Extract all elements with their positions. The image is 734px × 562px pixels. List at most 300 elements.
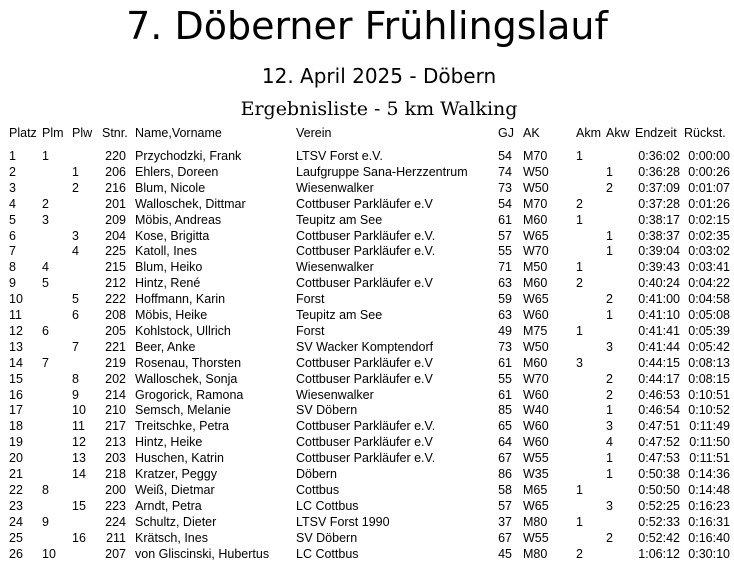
cell-rueckstand: 0:01:07 — [688, 180, 730, 195]
cell-ak: W55 — [523, 530, 549, 545]
table-row — [0, 388, 734, 402]
cell-verein: Wiesenwalker — [296, 180, 374, 195]
header-akm: Akm — [576, 126, 601, 140]
cell-stnr: 200 — [105, 482, 126, 497]
cell-name: Grogorick, Ramona — [135, 387, 244, 402]
cell-verein: Cottbuser Parkläufer e.V. — [296, 244, 436, 259]
cell-stnr: 204 — [105, 228, 126, 243]
cell-akw: 4 — [606, 435, 613, 450]
cell-rueckstand: 0:10:52 — [688, 403, 730, 418]
cell-stnr: 221 — [105, 339, 126, 354]
cell-platz: 16 — [9, 387, 23, 402]
table-row — [0, 213, 734, 227]
cell-gj: 73 — [498, 339, 512, 354]
cell-plm: 8 — [42, 482, 49, 497]
cell-stnr: 207 — [105, 546, 126, 561]
cell-ak: M50 — [523, 260, 548, 275]
results-list-title: Ergebnisliste - 5 km Walking — [240, 98, 518, 120]
cell-rueckstand: 0:01:26 — [688, 196, 730, 211]
cell-plw: 3 — [72, 228, 79, 243]
cell-platz: 24 — [9, 514, 23, 529]
cell-name: Rosenau, Thorsten — [135, 355, 242, 370]
cell-name: Semsch, Melanie — [135, 403, 231, 418]
cell-akw: 2 — [606, 530, 613, 545]
cell-rueckstand: 0:03:41 — [688, 260, 730, 275]
cell-verein: LC Cottbus — [296, 498, 359, 513]
cell-akw: 1 — [606, 451, 613, 466]
cell-rueckstand: 0:16:31 — [688, 514, 730, 529]
cell-name: Walloschek, Sonja — [135, 371, 238, 386]
cell-rueckstand: 0:02:15 — [688, 212, 730, 227]
header-stnr: Stnr. — [102, 126, 128, 140]
cell-plw: 7 — [72, 339, 79, 354]
cell-name: Kose, Brigitta — [135, 228, 210, 243]
cell-ak: M70 — [523, 149, 548, 163]
cell-platz: 17 — [9, 403, 23, 418]
cell-verein: Laufgruppe Sana-Herzzentrum — [296, 164, 468, 179]
cell-verein: Cottbuser Parkläufer e.V — [296, 435, 433, 450]
cell-gj: 45 — [498, 546, 512, 561]
table-row — [0, 324, 734, 338]
cell-rueckstand: 0:04:58 — [688, 292, 730, 307]
cell-stnr: 211 — [106, 530, 126, 545]
header-gj: GJ — [498, 126, 514, 140]
cell-plw: 11 — [72, 419, 85, 434]
cell-plm: 6 — [42, 323, 49, 338]
cell-ak: M75 — [523, 323, 548, 338]
cell-gj: 49 — [498, 323, 512, 338]
cell-gj: 61 — [498, 212, 512, 227]
cell-plw: 12 — [72, 435, 86, 450]
cell-stnr: 217 — [105, 419, 126, 434]
cell-name: Hintz, René — [135, 276, 201, 291]
cell-gj: 61 — [498, 387, 512, 402]
cell-plw: 8 — [72, 371, 79, 386]
cell-rueckstand: 0:00:00 — [688, 149, 730, 163]
cell-stnr: 220 — [105, 149, 126, 163]
cell-akm: 1 — [576, 482, 583, 497]
cell-platz: 18 — [9, 419, 23, 434]
header-plm: Plm — [42, 126, 64, 140]
cell-platz: 2 — [9, 164, 16, 179]
cell-rueckstand: 0:10:51 — [688, 387, 730, 402]
cell-endzeit: 0:37:09 — [638, 180, 680, 195]
cell-gj: 59 — [498, 292, 512, 307]
cell-rueckstand: 0:05:39 — [688, 323, 730, 338]
cell-ak: W65 — [523, 292, 549, 307]
cell-gj: 54 — [498, 149, 512, 163]
cell-ak: M80 — [523, 546, 548, 561]
cell-verein: Teupitz am See — [296, 308, 383, 322]
cell-plw: 14 — [72, 467, 86, 481]
cell-stnr: 225 — [105, 244, 126, 259]
cell-verein: Döbern — [296, 467, 337, 481]
cell-name: Krätsch, Ines — [135, 530, 208, 545]
cell-stnr: 213 — [105, 435, 126, 450]
cell-name: Weiß, Dietmar — [135, 482, 215, 497]
cell-endzeit: 0:36:28 — [638, 164, 680, 179]
cell-stnr: 212 — [105, 276, 126, 291]
cell-name: Huschen, Katrin — [135, 451, 224, 466]
cell-ak: W60 — [523, 419, 549, 434]
cell-endzeit: 0:41:41 — [638, 323, 680, 338]
table-row — [0, 499, 734, 513]
cell-plm: 3 — [42, 212, 49, 227]
cell-stnr: 210 — [105, 403, 126, 418]
cell-platz: 21 — [9, 467, 23, 481]
table-row — [0, 467, 734, 481]
cell-platz: 3 — [9, 180, 16, 195]
cell-ak: W50 — [523, 180, 549, 195]
cell-ak: W55 — [523, 451, 549, 466]
cell-gj: 61 — [498, 355, 512, 370]
cell-gj: 85 — [498, 403, 512, 418]
cell-endzeit: 0:40:24 — [638, 276, 680, 291]
cell-verein: Cottbus — [296, 482, 340, 497]
cell-plw: 15 — [72, 498, 86, 513]
cell-akw: 3 — [606, 419, 613, 434]
cell-verein: LC Cottbus — [296, 546, 359, 561]
cell-plm: 10 — [42, 546, 56, 561]
table-row — [0, 403, 734, 417]
cell-plw: 13 — [72, 451, 86, 466]
cell-gj: 65 — [498, 419, 512, 434]
cell-rueckstand: 0:05:42 — [688, 339, 730, 354]
cell-platz: 11 — [9, 308, 22, 322]
cell-ak: M65 — [523, 482, 548, 497]
cell-endzeit: 0:47:51 — [638, 419, 680, 434]
cell-name: Möbis, Andreas — [135, 212, 222, 227]
cell-stnr: 205 — [105, 323, 126, 338]
table-row — [0, 435, 734, 449]
table-row — [0, 547, 734, 561]
cell-akw: 2 — [606, 371, 613, 386]
cell-plm: 2 — [42, 196, 49, 211]
cell-ak: W70 — [523, 371, 549, 386]
cell-rueckstand: 0:11:49 — [689, 419, 730, 434]
cell-rueckstand: 0:14:48 — [688, 482, 730, 497]
cell-endzeit: 0:52:25 — [638, 498, 680, 513]
cell-akw: 2 — [606, 387, 613, 402]
cell-stnr: 206 — [105, 164, 126, 179]
cell-gj: 37 — [498, 514, 512, 529]
header-rueckstand: Rückst. — [684, 126, 726, 140]
cell-platz: 15 — [9, 371, 23, 386]
cell-ak: W40 — [523, 403, 549, 418]
cell-endzeit: 0:41:44 — [638, 339, 680, 354]
cell-ak: W65 — [523, 228, 549, 243]
cell-akm: 1 — [576, 212, 583, 227]
cell-rueckstand: 0:02:35 — [688, 228, 730, 243]
cell-stnr: 222 — [105, 292, 126, 307]
cell-gj: 64 — [498, 435, 512, 450]
cell-name: Arndt, Petra — [135, 498, 202, 513]
cell-stnr: 209 — [105, 212, 126, 227]
cell-plw: 16 — [72, 530, 86, 545]
table-header — [0, 126, 734, 140]
cell-akm: 1 — [576, 514, 583, 529]
cell-gj: 54 — [498, 196, 512, 211]
table-row — [0, 419, 734, 433]
cell-name: Przychodzki, Frank — [135, 149, 242, 163]
cell-rueckstand: 0:16:40 — [688, 530, 730, 545]
cell-stnr: 219 — [105, 355, 126, 370]
cell-endzeit: 0:41:00 — [638, 292, 680, 307]
cell-ak: M60 — [523, 355, 548, 370]
cell-ak: M80 — [523, 514, 548, 529]
cell-rueckstand: 0:14:36 — [688, 467, 730, 481]
cell-platz: 4 — [9, 196, 16, 211]
cell-stnr: 202 — [105, 371, 126, 386]
cell-name: Kratzer, Peggy — [135, 467, 217, 481]
cell-verein: Cottbuser Parkläufer e.V — [296, 371, 433, 386]
header-verein: Verein — [296, 126, 332, 140]
cell-platz: 26 — [9, 546, 23, 561]
cell-rueckstand: 0:03:02 — [688, 244, 730, 259]
cell-verein: Cottbuser Parkläufer e.V. — [296, 451, 436, 466]
cell-akm: 1 — [576, 260, 583, 275]
cell-gj: 71 — [498, 260, 512, 275]
cell-plw: 5 — [72, 292, 79, 307]
cell-name: Blum, Nicole — [135, 180, 206, 195]
cell-name: Hintz, Heike — [135, 435, 203, 450]
cell-rueckstand: 0:08:15 — [688, 371, 730, 386]
cell-akm: 2 — [576, 276, 583, 291]
cell-verein: SV Wacker Komptendorf — [296, 339, 434, 354]
cell-ak: M70 — [523, 196, 548, 211]
table-row — [0, 372, 734, 386]
cell-name: Ehlers, Doreen — [135, 164, 219, 179]
cell-stnr: 201 — [105, 196, 126, 211]
cell-endzeit: 0:44:15 — [638, 355, 680, 370]
cell-name: Schultz, Dieter — [135, 514, 217, 529]
cell-plw: 4 — [72, 244, 79, 259]
cell-stnr: 214 — [105, 387, 126, 402]
cell-endzeit: 0:41:10 — [638, 308, 680, 322]
cell-stnr: 224 — [105, 514, 126, 529]
cell-endzeit: 0:52:33 — [638, 514, 680, 529]
cell-platz: 25 — [9, 530, 23, 545]
cell-ak: W65 — [523, 498, 549, 513]
cell-platz: 19 — [9, 435, 23, 450]
cell-platz: 20 — [9, 451, 23, 466]
table-row — [0, 165, 734, 179]
table-row — [0, 260, 734, 274]
table-row — [0, 451, 734, 465]
cell-plm: 1 — [42, 149, 49, 163]
cell-ak: M60 — [523, 276, 548, 291]
cell-verein: Cottbuser Parkläufer e.V — [296, 276, 433, 291]
cell-verein: LTSV Forst e.V. — [296, 149, 383, 163]
cell-verein: Cottbuser Parkläufer e.V — [296, 196, 433, 211]
cell-verein: Cottbuser Parkläufer e.V. — [296, 228, 436, 243]
table-row — [0, 276, 734, 290]
cell-endzeit: 0:50:50 — [638, 482, 680, 497]
cell-platz: 8 — [9, 260, 16, 275]
cell-verein: Forst — [296, 323, 325, 338]
cell-endzeit: 0:46:54 — [638, 403, 680, 418]
cell-endzeit: 0:50:38 — [638, 467, 680, 481]
cell-ak: W50 — [523, 164, 549, 179]
cell-gj: 67 — [498, 530, 512, 545]
table-row — [0, 308, 734, 322]
table-row — [0, 229, 734, 243]
table-row — [0, 515, 734, 529]
cell-gj: 67 — [498, 451, 512, 466]
cell-akw: 1 — [606, 244, 613, 259]
cell-rueckstand: 0:05:08 — [688, 308, 730, 322]
cell-gj: 55 — [498, 244, 512, 259]
cell-plw: 2 — [72, 180, 79, 195]
cell-gj: 57 — [498, 498, 512, 513]
cell-verein: SV Döbern — [296, 403, 358, 418]
cell-platz: 22 — [9, 482, 23, 497]
cell-gj: 58 — [498, 482, 512, 497]
header-plw: Plw — [72, 126, 93, 140]
cell-plm: 4 — [42, 260, 49, 275]
cell-plw: 9 — [72, 387, 79, 402]
cell-akm: 3 — [576, 355, 583, 370]
header-platz: Platz — [9, 126, 37, 140]
cell-plm: 5 — [42, 276, 49, 291]
cell-gj: 57 — [498, 228, 512, 243]
cell-endzeit: 1:06:12 — [638, 546, 680, 561]
cell-platz: 13 — [9, 339, 23, 354]
cell-plm: 9 — [42, 514, 49, 529]
cell-verein: SV Döbern — [296, 530, 358, 545]
table-row — [0, 531, 734, 545]
cell-akw: 3 — [606, 339, 613, 354]
cell-name: von Gliscinski, Hubertus — [135, 546, 270, 561]
cell-stnr: 208 — [105, 308, 126, 322]
cell-platz: 7 — [9, 244, 16, 259]
cell-endzeit: 0:38:37 — [638, 228, 680, 243]
cell-name: Kohlstock, Ullrich — [135, 323, 231, 338]
event-date-location: 12. April 2025 - Döbern — [261, 64, 497, 88]
cell-endzeit: 0:38:17 — [638, 212, 680, 227]
table-row — [0, 149, 734, 163]
cell-ak: W35 — [523, 467, 549, 481]
cell-stnr: 223 — [105, 498, 126, 513]
cell-ak: M60 — [523, 212, 548, 227]
cell-endzeit: 0:46:53 — [638, 387, 680, 402]
table-row — [0, 181, 734, 195]
cell-name: Beer, Anke — [135, 339, 196, 354]
cell-ak: W60 — [523, 387, 549, 402]
cell-rueckstand: 0:30:10 — [688, 546, 730, 561]
cell-endzeit: 0:52:42 — [638, 530, 680, 545]
cell-name: Hoffmann, Karin — [135, 292, 226, 307]
cell-akm: 1 — [576, 149, 583, 163]
cell-stnr: 218 — [105, 467, 126, 481]
cell-platz: 1 — [9, 149, 16, 163]
cell-akw: 1 — [606, 228, 613, 243]
cell-gj: 73 — [498, 180, 512, 195]
cell-ak: W60 — [523, 435, 549, 450]
cell-akw: 1 — [606, 164, 613, 179]
table-row — [0, 356, 734, 370]
cell-endzeit: 0:39:04 — [638, 244, 680, 259]
header-akw: Akw — [606, 126, 630, 140]
cell-endzeit: 0:47:53 — [638, 451, 680, 466]
cell-rueckstand: 0:16:23 — [688, 498, 730, 513]
cell-verein: Wiesenwalker — [296, 260, 374, 275]
table-row — [0, 483, 734, 497]
cell-rueckstand: 0:04:22 — [688, 276, 730, 291]
cell-ak: W60 — [523, 308, 549, 322]
cell-stnr: 215 — [105, 260, 126, 275]
cell-endzeit: 0:44:17 — [638, 371, 680, 386]
cell-platz: 14 — [9, 355, 23, 370]
header-ak: AK — [523, 126, 540, 140]
cell-verein: Forst — [296, 292, 325, 307]
cell-endzeit: 0:36:02 — [638, 149, 680, 163]
cell-gj: 63 — [498, 276, 512, 291]
cell-verein: Wiesenwalker — [296, 387, 374, 402]
cell-akw: 3 — [606, 498, 613, 513]
cell-name: Blum, Heiko — [135, 260, 203, 275]
cell-platz: 6 — [9, 228, 16, 243]
cell-stnr: 203 — [105, 451, 126, 466]
cell-name: Möbis, Heike — [135, 308, 208, 322]
cell-verein: LTSV Forst 1990 — [296, 514, 390, 529]
cell-plm: 7 — [42, 355, 49, 370]
cell-platz: 10 — [9, 292, 23, 307]
cell-platz: 9 — [9, 276, 16, 291]
cell-akm: 2 — [576, 546, 583, 561]
cell-gj: 74 — [498, 164, 512, 179]
table-row — [0, 197, 734, 211]
cell-plw: 1 — [72, 164, 79, 179]
cell-platz: 23 — [9, 498, 23, 513]
cell-stnr: 216 — [105, 180, 126, 195]
cell-ak: W50 — [523, 339, 549, 354]
cell-akw: 1 — [606, 403, 613, 418]
cell-endzeit: 0:39:43 — [638, 260, 680, 275]
cell-verein: Cottbuser Parkläufer e.V. — [296, 419, 436, 434]
cell-rueckstand: 0:11:50 — [689, 435, 730, 450]
cell-plw: 6 — [72, 308, 79, 322]
cell-gj: 55 — [498, 371, 512, 386]
cell-name: Treitschke, Petra — [135, 419, 230, 434]
cell-akw: 2 — [606, 180, 613, 195]
header-name: Name,Vorname — [135, 126, 222, 140]
cell-rueckstand: 0:11:51 — [689, 451, 730, 466]
cell-name: Katoll, Ines — [135, 244, 197, 259]
cell-akm: 1 — [576, 323, 583, 338]
cell-name: Walloschek, Dittmar — [135, 196, 246, 211]
cell-gj: 63 — [498, 308, 512, 322]
cell-ak: W70 — [523, 244, 549, 259]
cell-platz: 12 — [9, 323, 23, 338]
table-row — [0, 244, 734, 258]
cell-gj: 86 — [498, 467, 512, 481]
cell-endzeit: 0:47:52 — [638, 435, 680, 450]
table-row — [0, 292, 734, 306]
event-title: 7. Döberner Frühlingslauf — [126, 4, 608, 48]
header-endzeit: Endzeit — [635, 126, 677, 140]
cell-rueckstand: 0:08:13 — [688, 355, 730, 370]
cell-endzeit: 0:37:28 — [638, 196, 680, 211]
cell-akw: 1 — [606, 467, 613, 481]
cell-rueckstand: 0:00:26 — [688, 164, 730, 179]
cell-akw: 1 — [606, 308, 613, 322]
cell-plw: 10 — [72, 403, 86, 418]
cell-verein: Cottbuser Parkläufer e.V — [296, 355, 433, 370]
cell-akw: 2 — [606, 292, 613, 307]
cell-platz: 5 — [9, 212, 16, 227]
cell-akm: 2 — [576, 196, 583, 211]
